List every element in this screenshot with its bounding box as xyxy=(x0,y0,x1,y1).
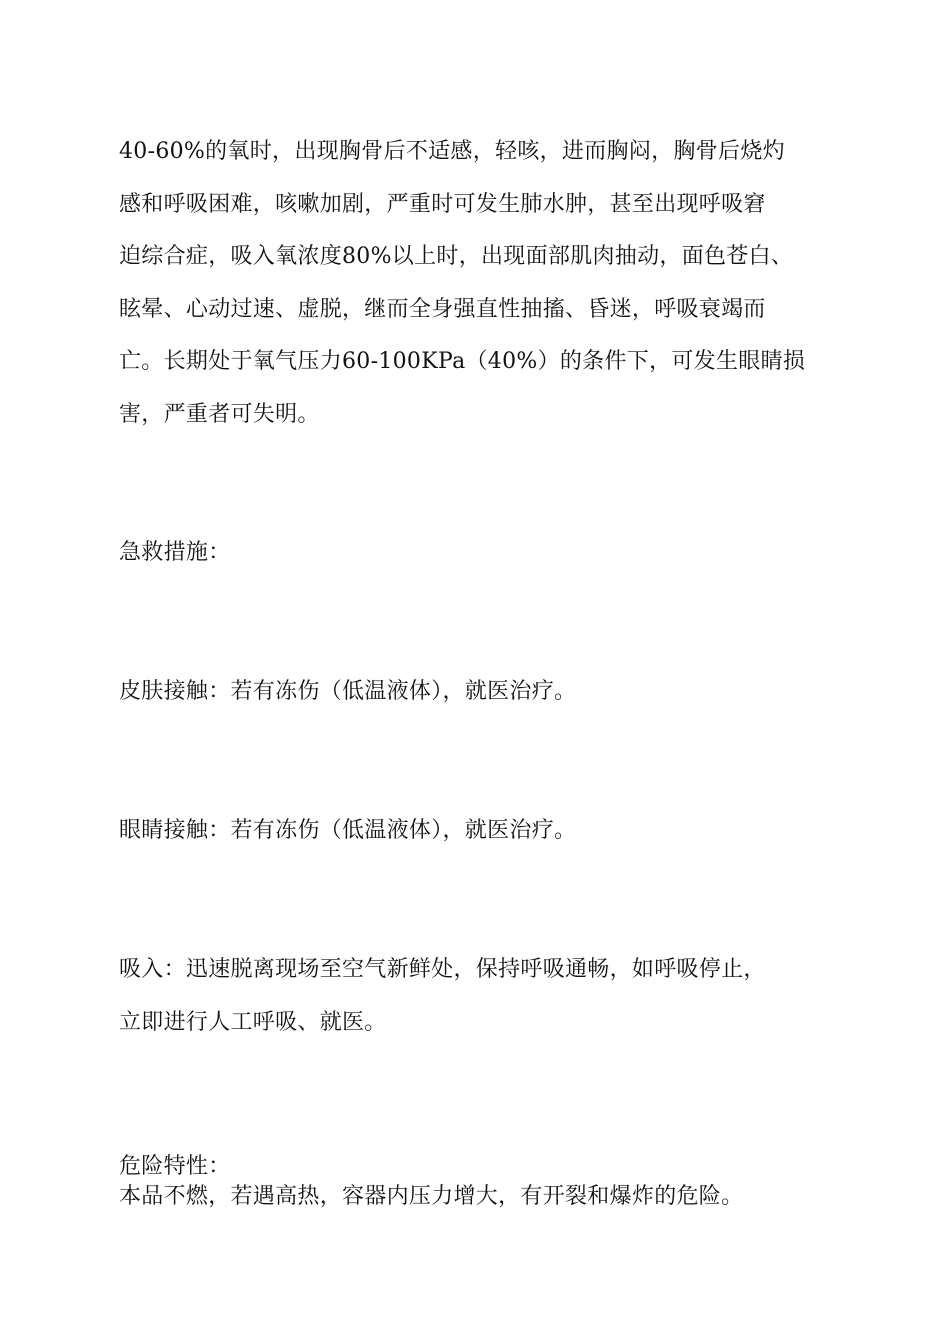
paragraph-line: 害，严重者可失明。 xyxy=(119,401,320,427)
eye-contact-text: 眼睛接触：若有冻伤（低温液体），就医治疗。 xyxy=(119,818,577,843)
paragraph-line: 立即进行人工呼吸、就医。 xyxy=(119,1009,387,1035)
toxicity-paragraph xyxy=(119,126,819,441)
paragraph-line: 眩晕、心动过速、虚脱，继而全身强直性抽搐、昏迷，呼吸衰竭而 xyxy=(119,296,766,322)
paragraph-line: 迫综合症，吸入氧浓度80%以上时，出现面部肌肉抽动，面色苍白、 xyxy=(119,244,794,269)
hazard-heading: 危险特性： xyxy=(119,1154,231,1179)
paragraph-line: 吸入：迅速脱离现场至空气新鲜处，保持呼吸通畅，如呼吸停止， xyxy=(119,957,766,982)
skin-contact-text: 皮肤接触：若有冻伤（低温液体），就医治疗。 xyxy=(119,679,577,704)
inhalation-paragraph xyxy=(119,944,819,1049)
first-aid-heading: 急救措施： xyxy=(119,540,231,565)
paragraph-line: 感和呼吸困难，咳嗽加剧，严重时可发生肺水肿，甚至出现呼吸窘 xyxy=(119,191,766,217)
paragraph-line: 40-60%的氧时，出现胸骨后不适感，轻咳，进而胸闷，胸骨后烧灼 xyxy=(119,139,785,164)
paragraph-line: 亡。长期处于氧气压力60-100KPa（40%）的条件下，可发生眼睛损 xyxy=(119,349,806,374)
hazard-text: 本品不燃，若遇高热，容器内压力增大，有开裂和爆炸的危险。 xyxy=(119,1184,744,1209)
